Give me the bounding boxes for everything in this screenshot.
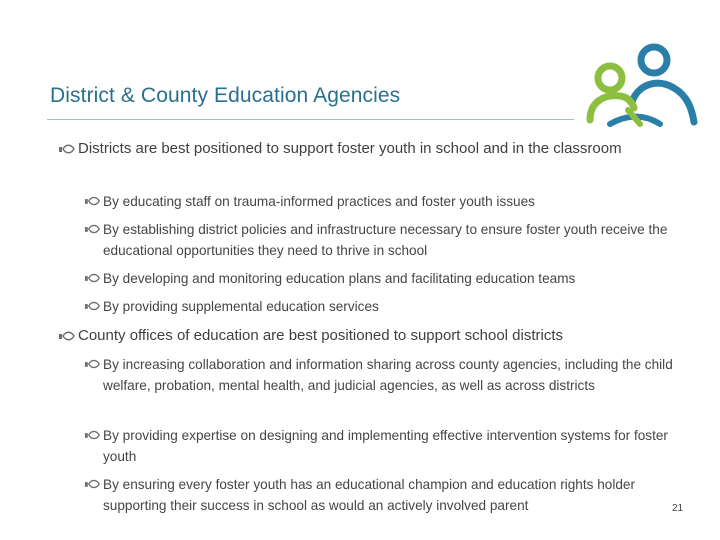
bullet-text: Districts are best positioned to support foster youth in school and in the classroom xyxy=(78,140,622,157)
sub-bullet-text: By increasing collaboration and information sharing across county agencies, including the child welfare, probation, mental health, and judicial agencies, as well as across districts xyxy=(103,357,673,393)
sub-bullet-item xyxy=(84,219,694,261)
sub-bullet-text: By developing and monitoring education plans and facilitating education teams xyxy=(103,271,576,286)
sub-bullet-text: By ensuring every foster youth has an educational champion and education rights holder supporting their success in school as would an actively involved parent xyxy=(103,477,636,513)
sub-bullet-item xyxy=(84,425,694,467)
bullet-icon xyxy=(84,300,103,312)
sub-bullet-item xyxy=(84,191,694,212)
sub-bullet-item xyxy=(84,296,694,317)
bullet-icon xyxy=(84,223,103,235)
bullet-icon xyxy=(58,330,78,342)
sub-bullet-item xyxy=(84,268,694,289)
bullet-icon xyxy=(84,478,103,490)
bullet-icon xyxy=(58,143,78,155)
bullet-item xyxy=(58,138,698,159)
bullet-icon xyxy=(84,195,103,207)
bullet-item xyxy=(58,325,698,346)
bullet-icon xyxy=(84,429,103,441)
sub-bullet-text: By educating staff on trauma-informed practices and foster youth issues xyxy=(103,194,535,209)
page-number: 21 xyxy=(672,503,684,514)
bullet-icon xyxy=(84,358,103,370)
slide-title: District & County Education Agencies xyxy=(50,84,401,107)
sub-bullet-item xyxy=(84,354,694,396)
bullet-icon xyxy=(84,272,103,284)
sub-bullet-text: By providing expertise on designing and implementing effective intervention systems for foster youth xyxy=(103,428,668,464)
sub-bullet-text: By providing supplemental education services xyxy=(103,299,379,314)
bullet-text: County offices of education are best positioned to support school districts xyxy=(78,327,564,344)
sub-bullet-item xyxy=(84,474,694,516)
sub-bullet-text: By establishing district policies and infrastructure necessary to ensure foster youth receive the educational opportunities they need to thrive in school xyxy=(103,222,668,258)
